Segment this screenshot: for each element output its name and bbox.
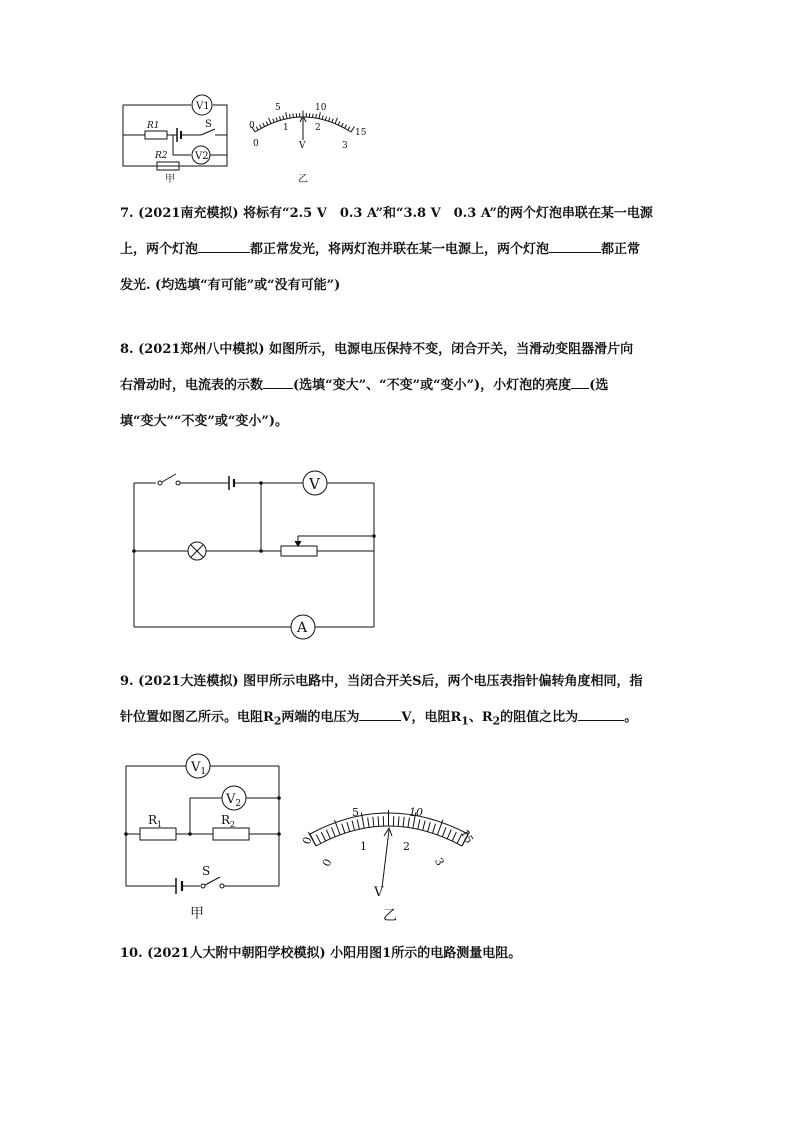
q7-line2-part1: 上，两个灯泡 bbox=[120, 242, 199, 257]
circuit-8 bbox=[134, 471, 374, 639]
meter-top-tick-0: 0 bbox=[249, 121, 255, 131]
fig9-v2-label: $V_2$ bbox=[226, 792, 242, 809]
meter-9-tick-5: 5 bbox=[352, 806, 359, 819]
meter-tick bbox=[442, 827, 446, 836]
meter-tick bbox=[332, 119, 333, 123]
meter-tick bbox=[283, 116, 284, 120]
meter-tick bbox=[286, 112, 287, 118]
meter-9-tick-b1: 1 bbox=[360, 840, 367, 853]
q9-line2-part2: 两端的电压为 bbox=[281, 710, 360, 725]
meter-tick bbox=[428, 822, 431, 832]
meter-tick bbox=[290, 114, 291, 118]
meter-top-tick-b2: 2 bbox=[315, 123, 321, 133]
q8-line2-part1: 右滑动时，电流表的示数 bbox=[120, 378, 264, 393]
meter-9-tick-b3: 3 bbox=[431, 855, 447, 869]
junction-dot bbox=[259, 481, 263, 485]
q8-line2 bbox=[120, 368, 680, 404]
meter-tick bbox=[368, 818, 369, 828]
q9-line2-part5: 的阻值之比为 bbox=[500, 710, 579, 725]
q7-line1: 7. (2021南充模拟) 将标有“2.5 V 0.3 A”和“3.8 V 0.3 A”的两个灯泡串联在某一电源 bbox=[120, 206, 653, 221]
q8-line2-part2: (选填“变大”、“不变”或“变小”)，小灯泡的亮度 bbox=[293, 378, 572, 393]
meter-tick bbox=[408, 818, 409, 828]
meter-tick bbox=[316, 835, 321, 844]
fig8-voltmeter-label: V bbox=[309, 475, 320, 493]
meter-tick bbox=[345, 125, 347, 129]
meter-tick bbox=[378, 816, 379, 826]
meter-tick bbox=[452, 832, 456, 841]
q7-line2-part3: 都正常 bbox=[601, 242, 641, 257]
meter-top-tick-5: 5 bbox=[275, 103, 281, 113]
q7-line3: 发光. (均选填“有可能”或“没有可能”) bbox=[120, 278, 341, 293]
q9-r2-sub: 2 bbox=[273, 714, 282, 728]
meter-top-tick-b0: 0 bbox=[253, 139, 259, 149]
q9-line2-part1: 针位置如图乙所示。电阻R bbox=[120, 710, 274, 725]
circuit-top-s-label: S bbox=[205, 119, 212, 130]
junction-dot bbox=[372, 534, 376, 538]
q9-line2-part6: 。 bbox=[624, 710, 638, 725]
q9-r2b-sub: 2 bbox=[492, 714, 501, 728]
q7-line2 bbox=[120, 232, 680, 268]
meter-tick bbox=[276, 117, 277, 121]
meter-tick bbox=[341, 123, 343, 127]
figure-9-svg bbox=[118, 748, 498, 926]
meter-tick bbox=[432, 824, 435, 834]
meter-tick bbox=[351, 127, 354, 132]
circuit-top bbox=[123, 95, 227, 170]
meter-tick bbox=[373, 817, 374, 827]
question-9 bbox=[120, 664, 680, 740]
question-10 bbox=[120, 936, 680, 972]
meter-9-tick-b0: 0 bbox=[319, 856, 335, 869]
figure-top-svg bbox=[115, 90, 375, 190]
fig9-circuit-caption: 甲 bbox=[190, 906, 204, 922]
meter-top-tick-10: 10 bbox=[315, 103, 327, 113]
q9-line2 bbox=[120, 700, 680, 740]
meter-tick bbox=[279, 116, 280, 120]
meter-9-caption: 乙 bbox=[383, 908, 397, 924]
q10-line1: 10. (2021人大附中朝阳学校模拟) 小阳用图1所示的电路测量电阻。 bbox=[120, 946, 522, 961]
q9-r1-sub: 1 bbox=[461, 714, 469, 728]
meter-tick bbox=[259, 125, 261, 129]
figure-8 bbox=[126, 468, 386, 643]
junction-dot bbox=[277, 796, 281, 800]
circuit-top-r1-label: R1 bbox=[147, 121, 160, 131]
meter-top-tick-b1: 1 bbox=[283, 123, 289, 133]
meter-tick bbox=[269, 118, 271, 124]
fig9-s-label: S bbox=[202, 864, 211, 878]
meter-tick bbox=[418, 819, 420, 829]
q8-blank-1[interactable] bbox=[263, 374, 293, 389]
meter-tick bbox=[321, 832, 325, 841]
figure-9 bbox=[118, 748, 498, 926]
junction-dot bbox=[277, 832, 281, 836]
q9-line2-part3: V，电阻R bbox=[401, 710, 462, 725]
circuit-top-caption: 甲 bbox=[165, 174, 175, 185]
meter-tick bbox=[266, 121, 268, 125]
meter-tick bbox=[357, 819, 359, 829]
meter-tick bbox=[263, 123, 265, 127]
meter-top-tick-15: 15 bbox=[355, 128, 367, 138]
q9-line2-part4: 、R bbox=[468, 710, 493, 725]
meter-tick bbox=[329, 117, 330, 121]
meter-tick bbox=[447, 830, 451, 839]
circuit-top-v2-label: V2 bbox=[195, 151, 209, 162]
fig9-r1-label: $R_1$ bbox=[148, 813, 163, 829]
meter-tick bbox=[256, 127, 258, 130]
figure-8-svg bbox=[126, 468, 386, 643]
meter-tick bbox=[352, 821, 354, 831]
meter-9-tick-10: 10 bbox=[409, 806, 423, 819]
fig9-v1-label: $V_1$ bbox=[191, 760, 207, 777]
q7-blank-1[interactable] bbox=[198, 238, 250, 253]
q7-blank-2[interactable] bbox=[549, 238, 601, 253]
meter-9-tick-15: 15 bbox=[457, 827, 476, 846]
meter-top-tick-b3: 3 bbox=[342, 141, 348, 151]
meter-tick bbox=[326, 830, 330, 839]
q8-line3: 填“变大”“不变”或“变小”)。 bbox=[120, 414, 289, 429]
fig8-ammeter-label: A bbox=[297, 620, 308, 636]
meter-tick bbox=[347, 822, 350, 832]
meter-9-tick-0: 0 bbox=[299, 835, 315, 847]
junction-dot bbox=[188, 832, 192, 836]
meter-9-unit: V bbox=[374, 885, 384, 900]
meter-tick bbox=[316, 114, 317, 118]
junction-dot bbox=[259, 549, 263, 553]
meter-9-tick-b2: 2 bbox=[403, 840, 410, 853]
meter-tick bbox=[398, 816, 399, 826]
meter-9 bbox=[308, 810, 469, 888]
figure-top bbox=[115, 90, 375, 190]
meter-top-caption: 乙 bbox=[298, 174, 308, 185]
meter-tick bbox=[338, 121, 340, 125]
q7-line2-part2: 都正常发光，将两灯泡并联在某一电源上，两个灯泡 bbox=[250, 242, 550, 257]
meter-tick bbox=[342, 824, 345, 833]
meter-tick bbox=[335, 118, 337, 124]
meter-tick bbox=[322, 116, 323, 120]
q8-blank-2[interactable] bbox=[571, 374, 589, 389]
meter-top-unit: V bbox=[299, 141, 306, 151]
meter-tick bbox=[423, 821, 425, 831]
q8-line2-part3: (选 bbox=[589, 378, 609, 393]
meter-tick bbox=[273, 119, 274, 123]
fig9-r2-label: $R_2$ bbox=[221, 813, 236, 829]
meter-tick bbox=[348, 127, 350, 130]
meter-top bbox=[252, 111, 355, 140]
circuit-top-v1-label: V1 bbox=[196, 101, 210, 112]
q9-blank-2[interactable] bbox=[578, 706, 624, 721]
meter-tick bbox=[331, 827, 335, 836]
meter-tick bbox=[325, 116, 326, 120]
junction-dot bbox=[132, 549, 136, 553]
q9-blank-1[interactable] bbox=[359, 706, 401, 721]
meter-tick bbox=[403, 817, 404, 827]
junction-dot bbox=[124, 832, 128, 836]
meter-tick bbox=[319, 112, 320, 118]
question-8 bbox=[120, 332, 680, 440]
circuit-top-r2-label: R2 bbox=[155, 151, 168, 161]
question-7 bbox=[120, 196, 680, 304]
q8-line1: 8. (2021郑州八中模拟) 如图所示，电源电压保持不变，闭合开关，当滑动变阻器滑片向 bbox=[120, 342, 634, 357]
q9-line1: 9. (2021大连模拟) 图甲所示电路中，当闭合开关S后，两个电压表指针偏转角度相同，指 bbox=[120, 674, 643, 689]
